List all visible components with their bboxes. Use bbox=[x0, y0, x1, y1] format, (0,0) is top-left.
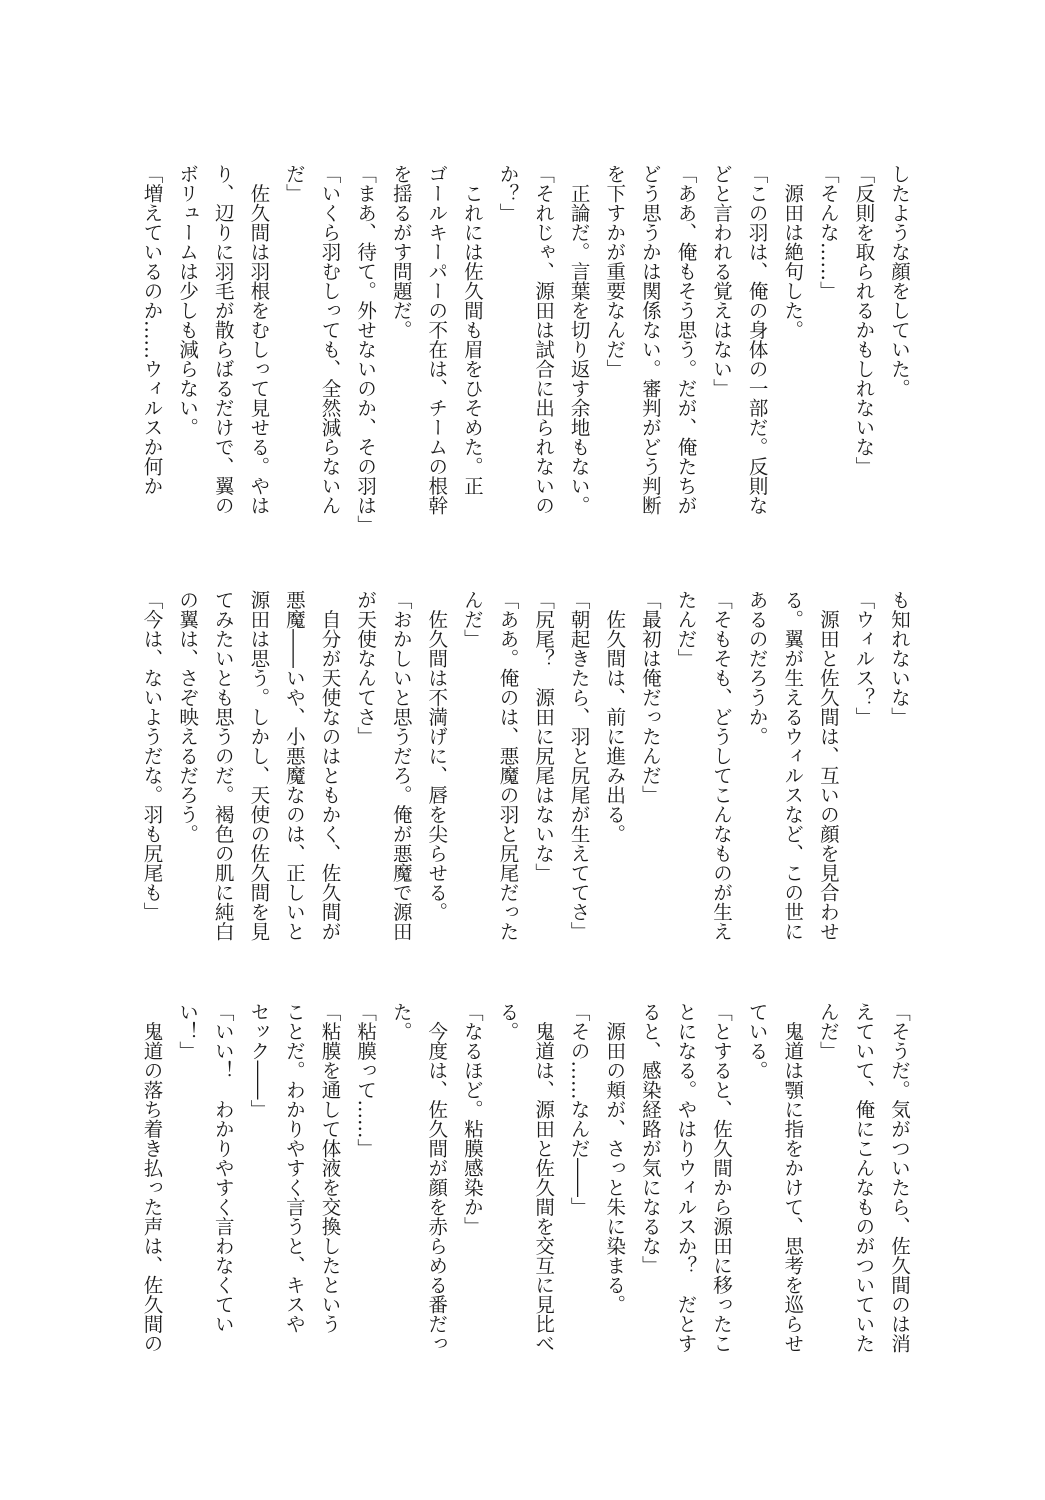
text-line: 「その……なんだ――」 bbox=[567, 1002, 591, 1217]
text-line: んだ」 bbox=[460, 590, 484, 649]
text-line: い！」 bbox=[176, 1002, 200, 1061]
text-line: 「この羽は、俺の身体の一部だ。反則な bbox=[745, 164, 769, 515]
text-line: ボリュームは少しも減らない。 bbox=[176, 164, 200, 437]
text-line: 「そもそも、どうしてこんなものが生え bbox=[710, 590, 734, 941]
text-block-top bbox=[134, 164, 917, 534]
text-line: 佐久間は羽根をむしって見せる。やは bbox=[247, 164, 271, 515]
text-line: 「なるほど。粘膜感染か」 bbox=[460, 1002, 484, 1236]
text-line: ている。 bbox=[745, 1002, 769, 1080]
text-line: 「いい！ わかりやすく言わなくてい bbox=[211, 1002, 235, 1334]
text-line: 「粘膜って……」 bbox=[354, 1002, 378, 1158]
text-line: ると、感染経路が気になるな」 bbox=[638, 1002, 662, 1275]
text-line: を下すかが重要なんだ」 bbox=[603, 164, 627, 379]
text-line: 正論だ。言葉を切り返す余地もない。 bbox=[567, 164, 591, 515]
text-line: 鬼道は顎に指をかけて、思考を巡らせ bbox=[781, 1002, 805, 1353]
text-line: 「まあ、待て。外せないのか、その羽は」 bbox=[354, 164, 378, 535]
text-line: 今度は、佐久間が顔を赤らめる番だっ bbox=[425, 1002, 449, 1353]
text-line: 「ああ、俺もそう思う。だが、俺たちが bbox=[674, 164, 698, 515]
text-line: てみたいとも思うのだ。褐色の肌に純白 bbox=[211, 590, 235, 941]
text-block-middle bbox=[134, 590, 917, 960]
text-line: たんだ」 bbox=[674, 590, 698, 668]
text-line: 「おかしいと思うだろ。俺が悪魔で源田 bbox=[389, 590, 413, 941]
text-line: 「ウィルス？」 bbox=[852, 590, 876, 727]
text-line: 源田は絶句した。 bbox=[781, 164, 805, 340]
text-line: 「粘膜を通して体液を交換したという bbox=[318, 1002, 342, 1334]
text-line: んだ」 bbox=[816, 1002, 840, 1061]
text-line: あるのだろうか。 bbox=[745, 590, 769, 746]
text-line: えていて、俺にこんなものがついていた bbox=[852, 1002, 876, 1353]
text-line: 源田と佐久間は、互いの顔を見合わせ bbox=[816, 590, 840, 941]
text-line: る。翼が生えるウィルスなど、この世に bbox=[781, 590, 805, 941]
text-line: 「今は、ないようだな。羽も尻尾も」 bbox=[140, 590, 164, 922]
text-line: だ」 bbox=[282, 164, 306, 203]
text-line: 「そんな……」 bbox=[816, 164, 840, 301]
text-line: 鬼道の落ち着き払った声は、佐久間の bbox=[140, 1002, 164, 1353]
text-line: 佐久間は不満げに、唇を尖らせる。 bbox=[425, 590, 449, 922]
text-line: の翼は、さぞ映えるだろう。 bbox=[176, 590, 200, 844]
text-line: 佐久間は、前に進み出る。 bbox=[603, 590, 627, 844]
text-line: 悪魔――いや、小悪魔なのは、正しいと bbox=[282, 590, 306, 941]
text-line: とになる。やはりウィルスか？ だとす bbox=[674, 1002, 698, 1353]
text-line: どと言われる覚えはない」 bbox=[710, 164, 734, 398]
text-line: 「とすると、佐久間から源田に移ったこ bbox=[710, 1002, 734, 1353]
text-line: ゴールキーパーの不在は、チームの根幹 bbox=[425, 164, 449, 515]
text-line: 「いくら羽むしっても、全然減らないん bbox=[318, 164, 342, 515]
text-block-bottom bbox=[134, 1002, 917, 1372]
text-line: 「それじゃ、源田は試合に出られないの bbox=[532, 164, 556, 515]
text-line: 自分が天使なのはともかく、佐久間が bbox=[318, 590, 342, 941]
text-line: た。 bbox=[389, 1002, 413, 1041]
text-line: 「そうだ。気がついたら、佐久間のは消 bbox=[888, 1002, 911, 1353]
text-line: 源田は思う。しかし、天使の佐久間を見 bbox=[247, 590, 271, 941]
text-line: セック――」 bbox=[247, 1002, 271, 1119]
text-line: る。 bbox=[496, 1002, 520, 1041]
text-line: 「最初は俺だったんだ」 bbox=[638, 590, 662, 805]
text-line: どう思うかは関係ない。審判がどう判断 bbox=[638, 164, 662, 515]
text-line: 「尻尾？ 源田に尻尾はないな」 bbox=[532, 590, 556, 883]
text-line: 「ああ。俺のは、悪魔の羽と尻尾だった bbox=[496, 590, 520, 941]
text-line: これには佐久間も眉をひそめた。正 bbox=[460, 164, 484, 496]
text-line: 鬼道は、源田と佐久間を交互に見比べ bbox=[532, 1002, 556, 1353]
text-line: を揺るがす問題だ。 bbox=[389, 164, 413, 340]
text-line: ことだ。わかりやすく言うと、キスや bbox=[282, 1002, 306, 1334]
text-line: 「朝起きたら、羽と尻尾が生えててさ」 bbox=[567, 590, 591, 941]
text-line: か？」 bbox=[496, 164, 520, 223]
text-line: が天使なんてさ」 bbox=[354, 590, 378, 746]
text-line: 「反則を取られるかもしれないな」 bbox=[852, 164, 876, 476]
text-line: したような顔をしていた。 bbox=[888, 164, 911, 398]
text-line: も知れないな」 bbox=[888, 590, 911, 727]
text-line: 「増えているのか……ウィルスか何か bbox=[140, 164, 164, 496]
text-line: り、辺りに羽毛が散らばるだけで、翼の bbox=[211, 164, 235, 515]
text-line: 源田の頬が、さっと朱に染まる。 bbox=[603, 1002, 627, 1314]
